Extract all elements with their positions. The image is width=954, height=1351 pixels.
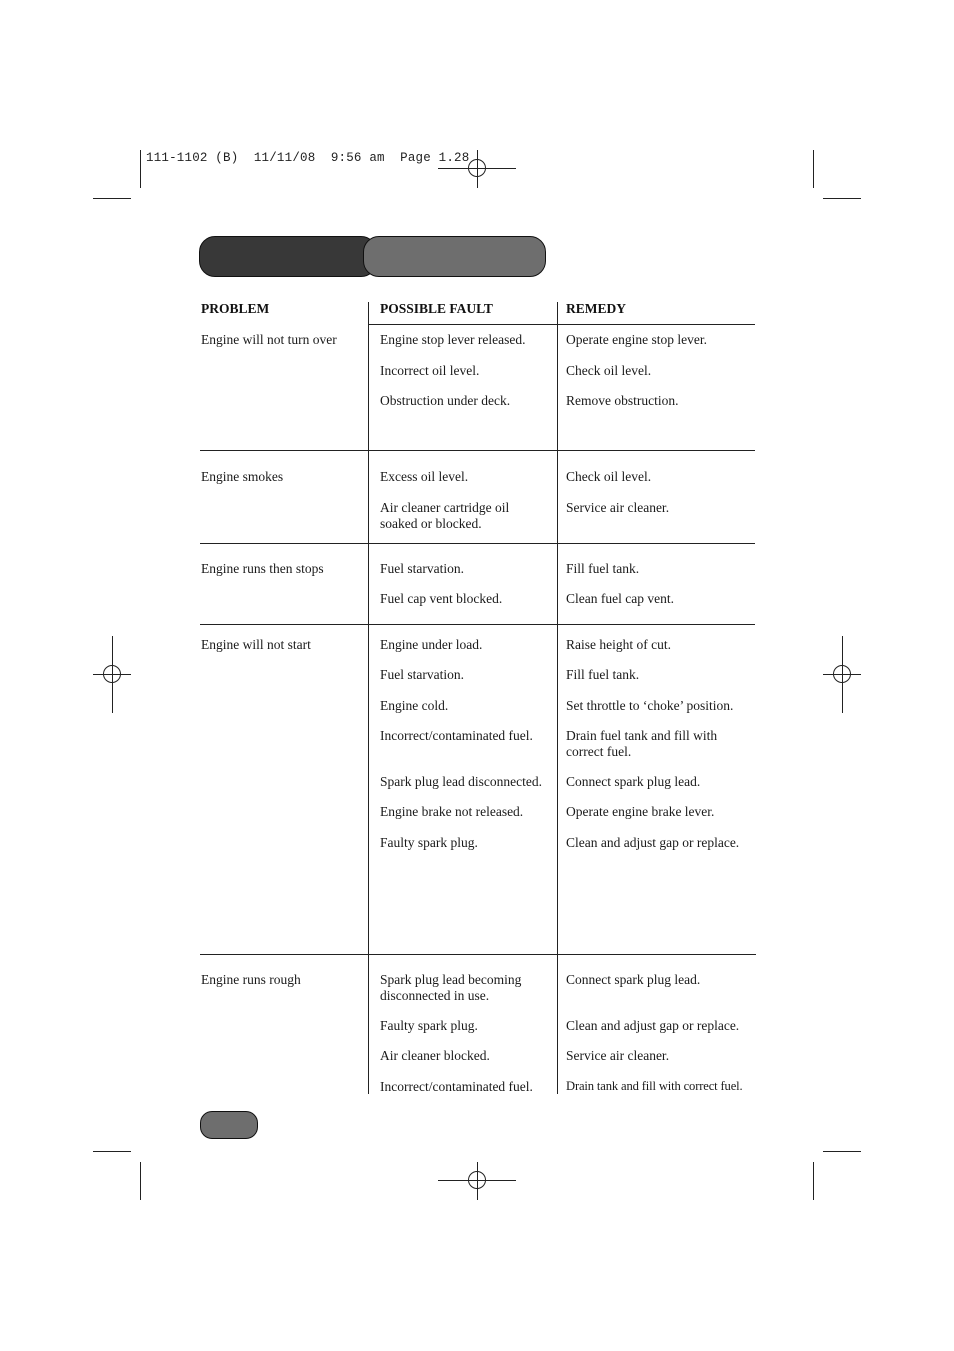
- remedy-cell: Clean fuel cap vent.: [566, 591, 674, 606]
- crop-mark: [813, 150, 814, 188]
- remedy-cell: Service air cleaner.: [566, 1048, 670, 1063]
- row-divider: [200, 624, 755, 625]
- fault-cell: Faulty spark plug.: [380, 835, 478, 850]
- fault-cell: Fuel starvation.: [380, 667, 464, 682]
- header-possible-fault: POSSIBLE FAULT: [380, 301, 493, 316]
- registration-circle: [103, 665, 121, 683]
- remedy-cell: Service air cleaner.: [566, 500, 670, 515]
- section-tab-light: [363, 236, 546, 277]
- crop-mark: [140, 1162, 141, 1200]
- crop-mark: [140, 150, 141, 188]
- remedy-cell: Operate engine brake lever.: [566, 804, 715, 819]
- fault-cell: Engine cold.: [380, 698, 449, 713]
- crop-mark: [93, 1151, 131, 1152]
- problem-cell: Engine will not start: [201, 637, 311, 652]
- problem-cell: Engine will not turn over: [201, 332, 337, 347]
- remedy-cell: Set throttle to ‘choke’ position.: [566, 698, 734, 713]
- section-tab-dark: [199, 236, 377, 277]
- column-divider: [368, 302, 369, 1094]
- print-slug-line: 111-1102 (B) 11/11/08 9:56 am Page 1.28: [146, 151, 470, 165]
- row-divider: [200, 543, 755, 544]
- remedy-cell: Fill fuel tank.: [566, 561, 640, 576]
- fault-cell: Incorrect/contaminated fuel.: [380, 728, 533, 743]
- problem-cell: Engine runs rough: [201, 972, 301, 987]
- fault-cell: Incorrect/contaminated fuel.: [380, 1079, 533, 1094]
- row-divider: [200, 450, 755, 451]
- remedy-cell: Fill fuel tank.: [566, 667, 640, 682]
- page-number-tab: [200, 1111, 258, 1139]
- fault-cell: Spark plug lead becoming disconnected in use.: [380, 972, 522, 1003]
- fault-cell: Engine stop lever released.: [380, 332, 526, 347]
- problem-cell: Engine smokes: [201, 469, 284, 484]
- registration-circle: [833, 665, 851, 683]
- problem-cell: Engine runs then stops: [201, 561, 324, 576]
- crop-mark: [93, 198, 131, 199]
- fault-cell: Air cleaner cartridge oil soaked or blocked.: [380, 500, 510, 531]
- fault-cell: Air cleaner blocked.: [380, 1048, 490, 1063]
- remedy-cell: Drain tank and fill with correct fuel.: [566, 1079, 743, 1093]
- header-rule: [368, 324, 755, 325]
- remedy-cell: Clean and adjust gap or replace.: [566, 1018, 740, 1033]
- crop-mark: [823, 198, 861, 199]
- remedy-cell: Check oil level.: [566, 363, 652, 378]
- fault-cell: Engine under load.: [380, 637, 483, 652]
- crop-mark: [813, 1162, 814, 1200]
- crop-mark: [823, 1151, 861, 1152]
- remedy-cell: Clean and adjust gap or replace.: [566, 835, 740, 850]
- fault-cell: Faulty spark plug.: [380, 1018, 478, 1033]
- fault-cell: Excess oil level.: [380, 469, 469, 484]
- header-problem: PROBLEM: [201, 301, 270, 316]
- remedy-cell: Raise height of cut.: [566, 637, 671, 652]
- remedy-cell: Check oil level.: [566, 469, 652, 484]
- fault-cell: Fuel cap vent blocked.: [380, 591, 503, 606]
- fault-cell: Spark plug lead disconnected.: [380, 774, 542, 789]
- header-remedy: REMEDY: [566, 301, 626, 316]
- fault-cell: Incorrect oil level.: [380, 363, 480, 378]
- fault-cell: Fuel starvation.: [380, 561, 464, 576]
- remedy-cell: Connect spark plug lead.: [566, 774, 701, 789]
- registration-circle: [468, 159, 486, 177]
- row-divider: [200, 954, 756, 955]
- remedy-cell: Connect spark plug lead.: [566, 972, 701, 987]
- registration-circle: [468, 1171, 486, 1189]
- fault-cell: Engine brake not released.: [380, 804, 524, 819]
- fault-cell: Obstruction under deck.: [380, 393, 511, 408]
- remedy-cell: Operate engine stop lever.: [566, 332, 707, 347]
- remedy-cell: Drain fuel tank and fill with correct fuel.: [566, 728, 718, 759]
- remedy-cell: Remove obstruction.: [566, 393, 679, 408]
